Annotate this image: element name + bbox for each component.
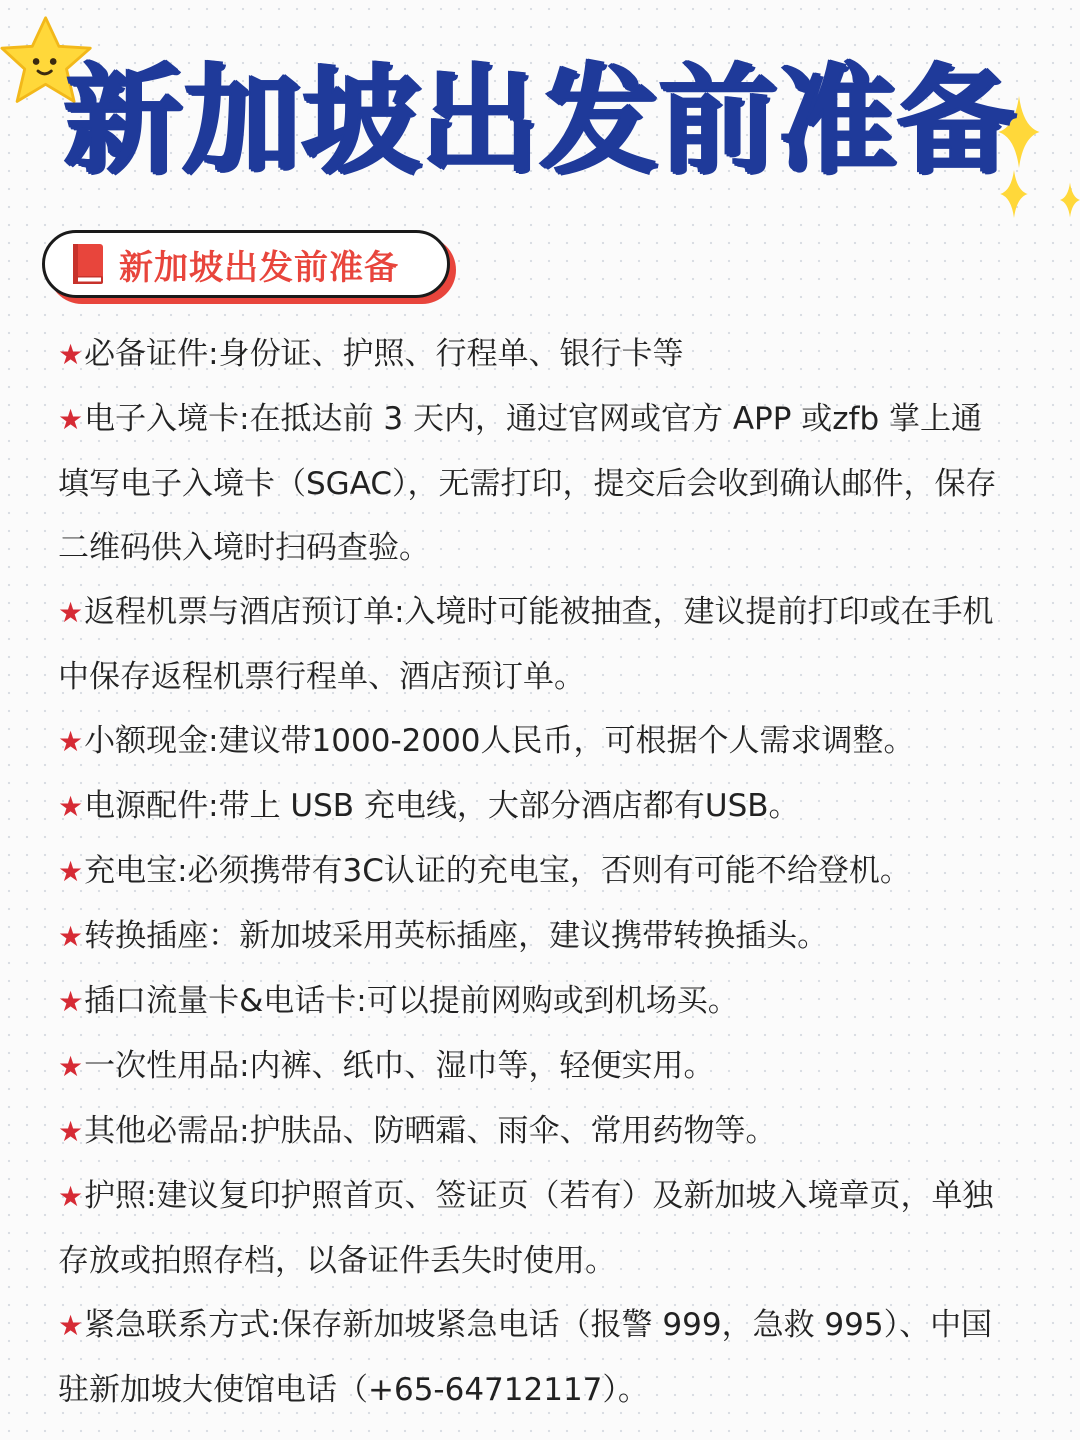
page-title: 新加坡出发前准备 xyxy=(63,51,1016,189)
list-item xyxy=(58,1099,1008,1164)
star-bullet-icon: ★ xyxy=(58,985,84,1018)
list-item-text: 电源配件:带上 USB 充电线，大部分酒店都有USB。 xyxy=(84,788,800,824)
list-item-text: 转换插座：新加坡采用英标插座，建议携带转换插头。 xyxy=(84,918,829,954)
star-bullet-icon: ★ xyxy=(58,855,84,888)
star-bullet-icon: ★ xyxy=(58,920,84,953)
list-item-text: 紧急联系方式:保存新加坡紧急电话（报警 999，急救 995）、中国驻新加坡大使馆电话（+65-64712117）。 xyxy=(58,1307,993,1408)
list-item xyxy=(58,580,1008,709)
list-item-text: 小额现金:建议带1000-2000人民币，可根据个人需求调整。 xyxy=(84,723,915,759)
star-bullet-icon: ★ xyxy=(58,1180,84,1213)
list-item-text: 其他必需品:护肤品、防晒霜、雨伞、常用药物等。 xyxy=(84,1113,777,1149)
section-badge xyxy=(42,230,450,298)
list-item xyxy=(58,1293,1008,1422)
list-item xyxy=(58,839,1008,904)
list-item xyxy=(58,1164,1008,1293)
star-bullet-icon: ★ xyxy=(58,596,84,629)
section-badge-label: 新加坡出发前准备 xyxy=(119,247,399,288)
book-icon xyxy=(71,242,107,286)
star-bullet-icon: ★ xyxy=(58,1050,84,1083)
star-bullet-icon: ★ xyxy=(58,725,84,758)
list-item xyxy=(58,1034,1008,1099)
list-item-text: 返程机票与酒店预订单:入境时可能被抽查，建议提前打印或在手机中保存返程机票行程单、酒店预订单。 xyxy=(58,594,994,695)
list-item-text: 一次性用品:内裤、纸巾、湿巾等，轻便实用。 xyxy=(84,1048,715,1084)
list-item-text: 电子入境卡:在抵达前 3 天内，通过官网或官方 APP 或zfb 掌上通填写电子入境卡（SGAC），无需打印，提交后会收到确认邮件，保存二维码供入境时扫码查验。 xyxy=(58,401,997,566)
list-item xyxy=(58,904,1008,969)
list-item xyxy=(58,322,1008,387)
star-bullet-icon: ★ xyxy=(58,338,84,371)
star-bullet-icon: ★ xyxy=(58,790,84,823)
checklist xyxy=(58,322,1008,1422)
list-item-text: 护照:建议复印护照首页、签证页（若有）及新加坡入境章页，单独存放或拍照存档，以备证件丢失时使用。 xyxy=(58,1178,994,1279)
list-item xyxy=(58,709,1008,774)
star-bullet-icon: ★ xyxy=(58,403,84,436)
list-item xyxy=(58,969,1008,1034)
star-bullet-icon: ★ xyxy=(58,1309,84,1342)
list-item xyxy=(58,387,1008,580)
list-item-text: 插口流量卡&电话卡:可以提前网购或到机场买。 xyxy=(84,983,739,1019)
list-item-text: 充电宝:必须携带有3C认证的充电宝，否则有可能不给登机。 xyxy=(84,853,911,889)
list-item-text: 必备证件:身份证、护照、行程单、银行卡等 xyxy=(84,336,684,372)
list-item xyxy=(58,774,1008,839)
star-bullet-icon: ★ xyxy=(58,1115,84,1148)
